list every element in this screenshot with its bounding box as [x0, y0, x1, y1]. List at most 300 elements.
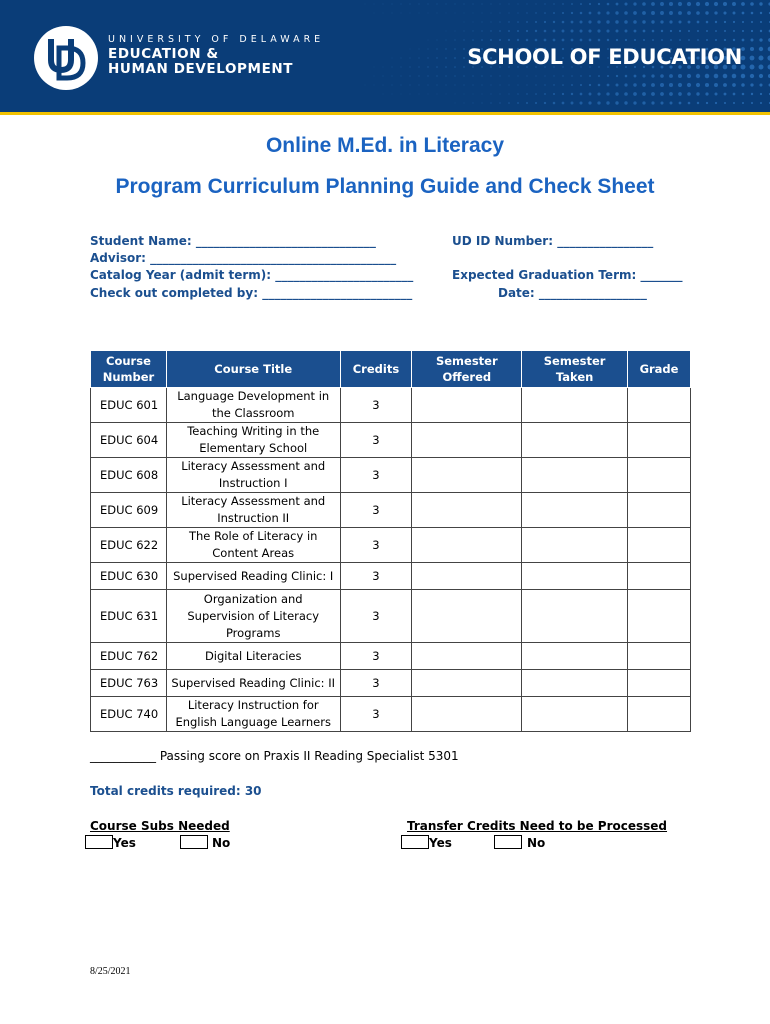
pattern-dot — [445, 39, 446, 40]
course-credits: 3 — [340, 528, 412, 563]
pattern-dot — [706, 21, 709, 24]
pattern-dot — [508, 21, 509, 22]
pattern-dot — [463, 48, 465, 50]
pattern-dot — [598, 84, 601, 87]
course-number: EDUC 740 — [91, 697, 167, 732]
course-subs-yes-box[interactable] — [85, 835, 113, 849]
semester-taken-cell[interactable] — [522, 697, 628, 732]
pattern-dot — [463, 39, 464, 40]
pattern-dot — [679, 39, 681, 41]
pattern-dot — [464, 103, 465, 104]
course-number: EDUC 622 — [91, 528, 167, 563]
pattern-dot — [535, 12, 536, 13]
pattern-dot — [410, 85, 411, 86]
pattern-dot — [732, 83, 736, 87]
pattern-dot — [759, 47, 763, 51]
grade-cell[interactable] — [628, 458, 691, 493]
header-semester-taken: Semester Taken — [522, 351, 628, 388]
pattern-dot — [535, 39, 538, 42]
pattern-dot — [464, 22, 465, 23]
pattern-dot — [526, 21, 528, 23]
pattern-dot — [445, 3, 446, 4]
pattern-dot — [688, 39, 690, 41]
semester-taken-cell[interactable] — [522, 493, 628, 528]
semester-taken-cell[interactable] — [522, 643, 628, 670]
semester-taken-cell[interactable] — [522, 528, 628, 563]
ud-logo — [34, 26, 98, 90]
advisor-field[interactable]: Advisor: _________________________________________ — [90, 251, 397, 265]
pattern-dot — [733, 102, 735, 104]
course-title: Organization and Supervision of Literacy Programs — [166, 590, 340, 643]
course-title: Digital Literacies — [166, 643, 340, 670]
pattern-dot — [571, 84, 573, 86]
pattern-dot — [499, 39, 501, 41]
header-credits: Credits — [340, 351, 412, 388]
pattern-dot — [401, 13, 402, 14]
pattern-dot — [410, 49, 411, 50]
header-course-title: Course Title — [166, 351, 340, 388]
course-credits: 3 — [340, 423, 412, 458]
pattern-dot — [446, 85, 447, 86]
pattern-dot — [750, 47, 754, 51]
pattern-dot — [642, 83, 646, 87]
pattern-dot — [724, 39, 726, 41]
pattern-dot — [660, 74, 664, 78]
pattern-dot — [400, 3, 401, 4]
pattern-dot — [490, 39, 492, 41]
pattern-dot — [490, 102, 491, 103]
pattern-dot — [751, 21, 753, 23]
pattern-dot — [634, 39, 636, 41]
table-row — [91, 528, 691, 563]
course-number: EDUC 609 — [91, 493, 167, 528]
pattern-dot — [715, 21, 717, 23]
pattern-dot — [758, 55, 763, 60]
course-title: Literacy Assessment and Instruction I — [166, 458, 340, 493]
pattern-dot — [409, 57, 410, 58]
pattern-dot — [651, 92, 655, 96]
pattern-dot — [392, 67, 393, 68]
pattern-dot — [401, 58, 402, 59]
pattern-dot — [374, 4, 375, 5]
pattern-dot — [526, 93, 527, 94]
pattern-dot — [482, 85, 483, 86]
checkout-field[interactable]: Check out completed by: _________________________ — [90, 286, 413, 300]
pattern-dot — [625, 75, 628, 78]
document-date: 8/25/2021 — [90, 966, 131, 977]
graduation-term-field[interactable]: Expected Graduation Term: _______ — [452, 268, 683, 282]
pattern-dot — [724, 30, 726, 32]
grade-cell[interactable] — [628, 493, 691, 528]
pattern-dot — [544, 84, 545, 85]
pattern-dot — [473, 94, 474, 95]
pattern-dot — [742, 39, 745, 42]
semester-offered-cell[interactable] — [412, 590, 522, 643]
pattern-dot — [482, 22, 483, 23]
semester-taken-cell[interactable] — [522, 563, 628, 590]
pattern-dot — [750, 83, 753, 86]
pattern-dot — [535, 21, 537, 23]
pattern-dot — [409, 66, 410, 67]
grade-cell[interactable] — [628, 563, 691, 590]
semester-offered-cell[interactable] — [412, 697, 522, 732]
pattern-dot — [463, 75, 464, 76]
table-row — [91, 563, 691, 590]
pattern-dot — [606, 29, 609, 32]
pattern-dot — [535, 93, 537, 95]
pattern-dot — [633, 83, 636, 86]
pattern-dot — [714, 83, 718, 87]
ud-id-field[interactable]: UD ID Number: ________________ — [452, 234, 654, 248]
table-row — [91, 590, 691, 643]
pattern-dot — [741, 2, 745, 6]
course-number: EDUC 608 — [91, 458, 167, 493]
pattern-dot — [589, 93, 592, 96]
pattern-dot — [374, 67, 375, 68]
pattern-dot — [660, 20, 663, 23]
course-title: Literacy Assessment and Instruction II — [166, 493, 340, 528]
pattern-dot — [588, 101, 591, 104]
pattern-dot — [427, 48, 428, 49]
pattern-dot — [418, 84, 419, 85]
pattern-dot — [473, 85, 474, 86]
pattern-dot — [715, 102, 717, 104]
course-number: EDUC 630 — [91, 563, 167, 590]
pattern-dot — [724, 102, 726, 104]
college-line-1: EDUCATION & — [108, 46, 219, 62]
pattern-dot — [401, 85, 402, 86]
pattern-dot — [670, 30, 672, 32]
pattern-dot — [651, 101, 654, 104]
pattern-dot — [455, 85, 456, 86]
pattern-dot — [661, 30, 663, 32]
pattern-dot — [455, 103, 456, 104]
pattern-dot — [714, 92, 717, 95]
pattern-dot — [481, 30, 482, 31]
pattern-dot — [500, 85, 501, 86]
pattern-dot — [624, 20, 628, 24]
pattern-dot — [392, 85, 393, 86]
grade-cell[interactable] — [628, 670, 691, 697]
pattern-dot — [606, 20, 609, 23]
pattern-dot — [589, 84, 591, 86]
pattern-dot — [651, 20, 654, 23]
pattern-dot — [544, 102, 546, 104]
pattern-dot — [751, 12, 754, 15]
pattern-dot — [687, 83, 691, 87]
transfer-yes-label: Yes — [429, 836, 452, 850]
pattern-dot — [418, 75, 419, 76]
pattern-dot — [437, 40, 438, 41]
semester-taken-cell[interactable] — [522, 423, 628, 458]
pattern-dot — [660, 101, 663, 104]
pattern-dot — [589, 12, 592, 15]
page-subtitle: Program Curriculum Planning Guide and Check Sheet — [115, 175, 655, 198]
pattern-dot — [410, 94, 411, 95]
pattern-dot — [427, 84, 428, 85]
semester-taken-cell[interactable] — [522, 670, 628, 697]
pattern-dot — [705, 74, 710, 79]
grade-cell[interactable] — [628, 590, 691, 643]
course-title: Supervised Reading Clinic: II — [166, 670, 340, 697]
pattern-dot — [464, 13, 465, 14]
pattern-dot — [517, 21, 519, 23]
pattern-dot — [509, 4, 510, 5]
semester-taken-cell[interactable] — [522, 388, 628, 423]
pattern-dot — [679, 102, 682, 105]
pattern-dot — [383, 94, 384, 95]
semester-taken-cell[interactable] — [522, 590, 628, 643]
pattern-dot — [598, 12, 601, 15]
pattern-dot — [642, 101, 645, 104]
semester-offered-cell[interactable] — [412, 388, 522, 423]
pattern-dot — [706, 102, 708, 104]
pattern-dot — [732, 74, 737, 79]
pattern-dot — [624, 2, 627, 5]
semester-offered-cell[interactable] — [412, 493, 522, 528]
pattern-dot — [571, 30, 574, 33]
semester-offered-cell[interactable] — [412, 423, 522, 458]
total-credits: Total credits required: 30 — [90, 784, 262, 798]
pattern-dot — [436, 75, 437, 76]
pattern-dot — [562, 75, 563, 76]
semester-offered-cell[interactable] — [412, 528, 522, 563]
pattern-dot — [760, 21, 762, 23]
pattern-dot — [643, 30, 646, 33]
pattern-dot — [714, 74, 719, 79]
pattern-dot — [760, 102, 762, 104]
pattern-dot — [741, 83, 745, 87]
pattern-dot — [418, 3, 419, 4]
pattern-dot — [490, 30, 491, 31]
header-semester-offered: Semester Offered — [412, 351, 522, 388]
catalog-year-field[interactable]: Catalog Year (admit term): _______________________ — [90, 268, 414, 282]
pattern-dot — [500, 4, 501, 5]
pattern-dot — [472, 75, 473, 76]
date-field[interactable]: Date: __________________ — [498, 286, 647, 300]
header-course-number: Course Number — [91, 351, 167, 388]
grade-cell[interactable] — [628, 697, 691, 732]
semester-offered-cell[interactable] — [412, 643, 522, 670]
pattern-dot — [419, 94, 420, 95]
pattern-dot — [383, 13, 384, 14]
pattern-dot — [463, 3, 464, 4]
course-credits: 3 — [340, 670, 412, 697]
pattern-dot — [697, 39, 699, 41]
pattern-dot — [392, 4, 393, 5]
pattern-dot — [535, 84, 536, 85]
pattern-dot — [642, 74, 645, 77]
pattern-dot — [473, 4, 474, 5]
pattern-dot — [633, 20, 637, 24]
pattern-dot — [750, 2, 754, 6]
pattern-dot — [607, 39, 609, 41]
grade-cell[interactable] — [628, 528, 691, 563]
pattern-dot — [687, 74, 691, 78]
pattern-dot — [588, 20, 591, 23]
course-number: EDUC 604 — [91, 423, 167, 458]
pattern-dot — [445, 75, 446, 76]
pattern-dot — [723, 74, 728, 79]
pattern-dot — [553, 12, 555, 14]
pattern-dot — [759, 2, 762, 5]
pattern-dot — [409, 75, 410, 76]
pattern-dot — [419, 49, 420, 50]
pattern-dot — [526, 30, 528, 32]
pattern-dot — [517, 102, 519, 104]
pattern-dot — [606, 92, 609, 95]
pattern-dot — [544, 75, 545, 76]
transfer-yes-box[interactable] — [401, 835, 429, 849]
pattern-dot — [705, 2, 709, 6]
pattern-dot — [597, 20, 600, 23]
pattern-dot — [472, 30, 473, 31]
pattern-dot — [670, 102, 673, 105]
pattern-dot — [535, 102, 537, 104]
semester-offered-cell[interactable] — [412, 670, 522, 697]
pattern-dot — [508, 75, 509, 76]
pattern-dot — [706, 39, 708, 41]
pattern-dot — [437, 13, 438, 14]
pattern-dot — [419, 13, 420, 14]
pattern-dot — [723, 83, 727, 87]
pattern-dot — [464, 94, 465, 95]
pattern-dot — [517, 39, 519, 41]
pattern-dot — [751, 93, 753, 95]
pattern-dot — [553, 21, 555, 23]
grade-cell[interactable] — [628, 423, 691, 458]
pattern-dot — [697, 102, 699, 104]
pattern-dot — [678, 11, 682, 15]
pattern-dot — [678, 20, 681, 23]
grade-cell[interactable] — [628, 388, 691, 423]
pattern-dot — [723, 2, 727, 6]
pattern-dot — [508, 102, 510, 104]
pattern-dot — [733, 12, 736, 15]
pattern-dot — [732, 2, 736, 6]
pattern-dot — [445, 57, 447, 59]
pattern-dot — [669, 2, 673, 6]
pattern-dot — [733, 39, 735, 41]
pattern-dot — [669, 92, 673, 96]
pattern-dot — [607, 84, 610, 87]
pattern-dot — [517, 12, 518, 13]
pattern-dot — [714, 11, 717, 14]
pattern-dot — [553, 93, 555, 95]
pattern-dot — [696, 2, 700, 6]
pattern-dot — [473, 103, 474, 104]
pattern-dot — [652, 30, 655, 33]
pattern-dot — [427, 57, 428, 58]
course-credits: 3 — [340, 590, 412, 643]
transfer-credits-title: Transfer Credits Need to be Processed — [407, 819, 668, 833]
pattern-dot — [705, 83, 709, 87]
pattern-dot — [499, 30, 501, 32]
pattern-dot — [518, 85, 519, 86]
pattern-dot — [482, 4, 483, 5]
pattern-dot — [670, 39, 672, 41]
pattern-dot — [374, 13, 375, 14]
course-credits: 3 — [340, 458, 412, 493]
pattern-dot — [499, 21, 500, 22]
pattern-dot — [697, 30, 699, 32]
transfer-no-box[interactable] — [494, 835, 522, 849]
semester-taken-cell[interactable] — [522, 458, 628, 493]
course-subs-no-box[interactable] — [180, 835, 208, 849]
pattern-dot — [455, 94, 456, 95]
pattern-dot — [624, 92, 628, 96]
pattern-dot — [562, 21, 565, 24]
pattern-dot — [571, 3, 573, 5]
pattern-dot — [750, 65, 755, 70]
course-title: Teaching Writing in the Elementary School — [166, 423, 340, 458]
pattern-dot — [491, 13, 492, 14]
pattern-dot — [688, 30, 690, 32]
pattern-dot — [687, 2, 691, 6]
course-credits: 3 — [340, 643, 412, 670]
pattern-dot — [615, 92, 618, 95]
pattern-dot — [580, 93, 583, 96]
pattern-dot — [562, 84, 564, 86]
pattern-dot — [723, 11, 726, 14]
pattern-dot — [437, 94, 438, 95]
pattern-dot — [553, 84, 554, 85]
pattern-dot — [535, 3, 536, 4]
pattern-dot — [606, 11, 609, 14]
pattern-dot — [500, 13, 501, 14]
pattern-dot — [615, 29, 618, 32]
pattern-dot — [759, 38, 762, 41]
course-title: Supervised Reading Clinic: I — [166, 563, 340, 590]
pattern-dot — [616, 3, 619, 6]
pattern-dot — [598, 39, 601, 42]
pattern-dot — [597, 92, 600, 95]
university-name: UNIVERSITY OF DELAWARE — [108, 34, 325, 45]
course-subs-no-label: No — [212, 836, 231, 850]
table-row — [91, 493, 691, 528]
pattern-dot — [436, 3, 437, 4]
pattern-dot — [742, 102, 744, 104]
pattern-dot — [482, 13, 483, 14]
pattern-dot — [751, 30, 753, 32]
course-number: EDUC 763 — [91, 670, 167, 697]
pattern-dot — [508, 12, 509, 13]
table-row — [91, 388, 691, 423]
pattern-dot — [742, 93, 745, 96]
pattern-dot — [428, 40, 429, 41]
pattern-dot — [427, 75, 428, 76]
semester-offered-cell[interactable] — [412, 458, 522, 493]
pattern-dot — [724, 93, 727, 96]
pattern-dot — [437, 85, 438, 86]
pattern-dot — [526, 102, 528, 104]
pattern-dot — [454, 48, 456, 50]
pattern-dot — [544, 3, 545, 4]
pattern-dot — [553, 75, 554, 76]
pattern-dot — [482, 94, 483, 95]
grade-cell[interactable] — [628, 643, 691, 670]
course-number: EDUC 631 — [91, 590, 167, 643]
pattern-dot — [750, 74, 754, 78]
student-name-field[interactable]: Student Name: ______________________________ — [90, 234, 376, 248]
pattern-dot — [733, 30, 735, 32]
pattern-dot — [455, 31, 456, 32]
pattern-dot — [616, 75, 618, 77]
pattern-dot — [724, 21, 726, 23]
semester-offered-cell[interactable] — [412, 563, 522, 590]
pattern-dot — [696, 11, 700, 15]
pattern-dot — [491, 4, 492, 5]
